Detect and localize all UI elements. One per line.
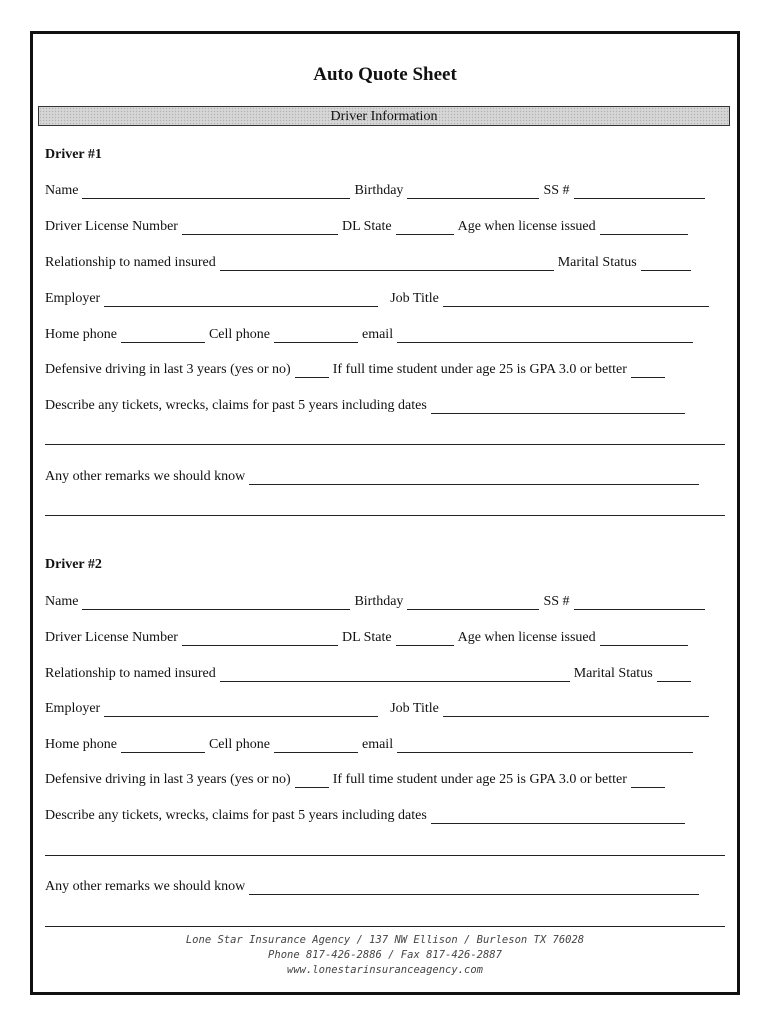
driver-1-home-phone-field[interactable] [121, 328, 205, 343]
gpa-label: If full time student under age 25 is GPA 3.0 or better [332, 362, 627, 377]
age-issued-label: Age when license issued [457, 219, 596, 234]
driver-1-remarks-field[interactable] [249, 470, 699, 485]
tickets-label: Describe any tickets, wrecks, claims for past 5 years including dates [45, 808, 427, 823]
driver-2-email-field[interactable] [397, 738, 693, 753]
driver-1-remarks-line-2[interactable] [45, 515, 725, 516]
employer-label: Employer [45, 291, 101, 306]
driver-2-job-title-field[interactable] [443, 702, 709, 717]
driver-2-row-name [45, 590, 725, 610]
driver-1-row-phone [45, 323, 725, 343]
driver-2-row-phone [45, 733, 725, 753]
driver-1-marital-field[interactable] [641, 256, 691, 271]
driver-2-heading: Driver #2 [45, 557, 102, 572]
driver-2-tickets-field[interactable] [431, 809, 685, 824]
driver-1-heading: Driver #1 [45, 147, 102, 162]
driver-1-row-relationship [45, 251, 725, 271]
driver-1-birthday-field[interactable] [407, 184, 539, 199]
gpa-label: If full time student under age 25 is GPA 3.0 or better [332, 772, 627, 787]
driver-2-row-employer [45, 697, 725, 717]
name-label: Name [45, 594, 79, 609]
name-label: Name [45, 183, 79, 198]
employer-label: Employer [45, 701, 101, 716]
driver-2-row-relationship [45, 662, 725, 682]
driver-2-dl-state-field[interactable] [396, 631, 454, 646]
driver-2-employer-field[interactable] [104, 702, 378, 717]
ss-label: SS # [543, 183, 570, 198]
driver-1-dl-state-field[interactable] [396, 220, 454, 235]
driver-2-age-issued-field[interactable] [600, 631, 688, 646]
relationship-label: Relationship to named insured [45, 666, 216, 681]
driver-1-tickets-line-2[interactable] [45, 444, 725, 445]
footer-address: Lone Star Insurance Agency / 137 NW Ellison / Burleson TX 76028 [185, 934, 585, 946]
driver-1-relationship-field[interactable] [220, 256, 554, 271]
email-label: email [361, 327, 394, 342]
driver-2-tickets-line-2[interactable] [45, 855, 725, 856]
footer-phone: Phone 817-426-2886 / Fax 817-426-2887 [268, 949, 502, 961]
driver-2-remarks-field[interactable] [249, 880, 699, 895]
defensive-label: Defensive driving in last 3 years (yes or no) [45, 772, 291, 787]
dl-number-label: Driver License Number [45, 219, 178, 234]
driver-2-marital-field[interactable] [657, 667, 691, 682]
driver-1-email-field[interactable] [397, 328, 693, 343]
driver-1-row-tickets [45, 394, 725, 414]
driver-2-row-defensive [45, 768, 725, 788]
driver-1-name-field[interactable] [82, 184, 350, 199]
driver-1-row-remarks [45, 465, 725, 485]
driver-2-row-remarks [45, 875, 725, 895]
driver-1-employer-field[interactable] [104, 292, 378, 307]
dl-state-label: DL State [341, 630, 392, 645]
remarks-label: Any other remarks we should know [45, 879, 246, 894]
cell-phone-label: Cell phone [208, 327, 270, 342]
driver-1-row-defensive [45, 358, 725, 378]
driver-2-home-phone-field[interactable] [121, 738, 205, 753]
section-banner: Driver Information [38, 106, 730, 126]
age-issued-label: Age when license issued [457, 630, 596, 645]
driver-1-age-issued-field[interactable] [600, 220, 688, 235]
cell-phone-label: Cell phone [208, 737, 270, 752]
relationship-label: Relationship to named insured [45, 255, 216, 270]
driver-1-row-name [45, 179, 725, 199]
birthday-label: Birthday [354, 183, 404, 198]
job-title-label: Job Title [390, 291, 439, 306]
footer-website[interactable]: www.lonestarinsuranceagency.com [287, 964, 483, 976]
driver-2-row-license [45, 626, 725, 646]
driver-2-row-tickets [45, 804, 725, 824]
driver-2-ss-field[interactable] [574, 595, 705, 610]
driver-2-remarks-line-2[interactable] [45, 926, 725, 927]
page-title: Auto Quote Sheet [313, 64, 457, 85]
driver-2-gpa-field[interactable] [631, 773, 665, 788]
driver-1-cell-phone-field[interactable] [274, 328, 358, 343]
driver-1-dl-number-field[interactable] [182, 220, 338, 235]
driver-1-job-title-field[interactable] [443, 292, 709, 307]
tickets-label: Describe any tickets, wrecks, claims for past 5 years including dates [45, 398, 427, 413]
driver-1-row-license [45, 215, 725, 235]
driver-2-name-field[interactable] [82, 595, 350, 610]
driver-2-defensive-field[interactable] [295, 773, 329, 788]
driver-1-row-employer [45, 287, 725, 307]
driver-1-defensive-field[interactable] [295, 363, 329, 378]
page-border [30, 31, 740, 995]
remarks-label: Any other remarks we should know [45, 469, 246, 484]
dl-state-label: DL State [341, 219, 392, 234]
email-label: email [361, 737, 394, 752]
ss-label: SS # [543, 594, 570, 609]
job-title-label: Job Title [390, 701, 439, 716]
home-phone-label: Home phone [45, 737, 117, 752]
driver-1-gpa-field[interactable] [631, 363, 665, 378]
birthday-label: Birthday [354, 594, 404, 609]
marital-label: Marital Status [573, 666, 653, 681]
marital-label: Marital Status [557, 255, 637, 270]
driver-2-dl-number-field[interactable] [182, 631, 338, 646]
home-phone-label: Home phone [45, 327, 117, 342]
driver-2-relationship-field[interactable] [220, 667, 570, 682]
driver-2-cell-phone-field[interactable] [274, 738, 358, 753]
driver-1-tickets-field[interactable] [431, 399, 685, 414]
dl-number-label: Driver License Number [45, 630, 178, 645]
defensive-label: Defensive driving in last 3 years (yes or no) [45, 362, 291, 377]
driver-1-ss-field[interactable] [574, 184, 705, 199]
driver-2-birthday-field[interactable] [407, 595, 539, 610]
